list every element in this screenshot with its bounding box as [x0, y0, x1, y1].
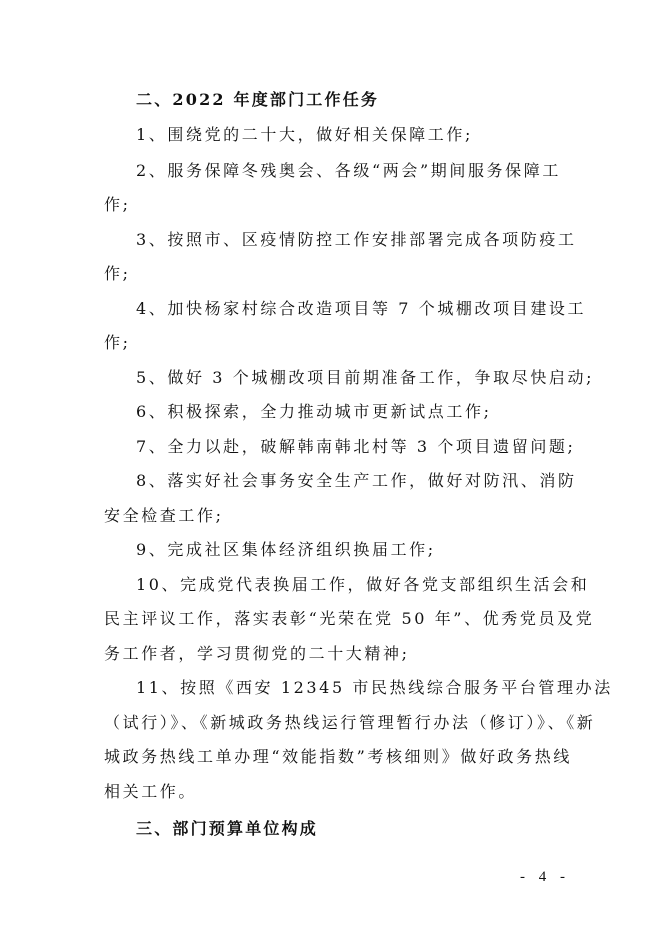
task-10-line-3: 务工作者，学习贯彻党的二十大精神;: [104, 644, 410, 663]
task-11-line-2: （试行）》、《新城政务热线运行管理暂行办法（修订）》、《新: [104, 713, 596, 732]
task-11-line-3: 城政务热线工单办理“效能指数”考核细则》做好政务热线: [104, 747, 572, 766]
task-7-line-1: 7、全力以赴，破解韩南韩北村等 3 个项目遗留问题;: [136, 437, 576, 456]
section-2-heading: 二、2022 年度部门工作任务: [136, 90, 380, 109]
page-number: - 4 -: [520, 869, 570, 885]
task-4-line-1: 4、加快杨家村综合改造项目等 7 个城棚改项目建设工: [136, 299, 587, 318]
task-2-line-1: 2、服务保障冬残奥会、各级“两会”期间服务保障工: [136, 161, 561, 180]
task-9-line-1: 9、完成社区集体经济组织换届工作;: [136, 540, 436, 559]
task-8-line-1: 8、落实好社会事务安全生产工作，做好对防汛、消防: [136, 471, 577, 490]
task-8-line-2: 安全检查工作;: [104, 506, 224, 525]
task-2-line-2: 作;: [104, 195, 131, 214]
task-3-line-1: 3、按照市、区疫情防控工作安排部署完成各项防疫工: [136, 230, 577, 249]
task-5-line-1: 5、做好 3 个城棚改项目前期准备工作，争取尽快启动;: [136, 368, 595, 387]
task-6-line-1: 6、积极探索，全力推动城市更新试点工作;: [136, 402, 492, 421]
task-1-line-1: 1、围绕党的二十大，做好相关保障工作;: [136, 125, 473, 144]
task-11-line-4: 相关工作。: [104, 782, 198, 801]
task-4-line-2: 作;: [104, 333, 131, 352]
section-3-heading: 三、部门预算单位构成: [136, 819, 319, 838]
task-11-line-1: 11、按照《西安 12345 市民热线综合服务平台管理办法: [136, 678, 613, 697]
task-10-line-2: 民主评议工作，落实表彰“光荣在党 50 年”、优秀党员及党: [104, 609, 595, 628]
task-3-line-2: 作;: [104, 264, 131, 283]
task-10-line-1: 10、完成党代表换届工作，做好各党支部组织生活会和: [136, 575, 590, 594]
